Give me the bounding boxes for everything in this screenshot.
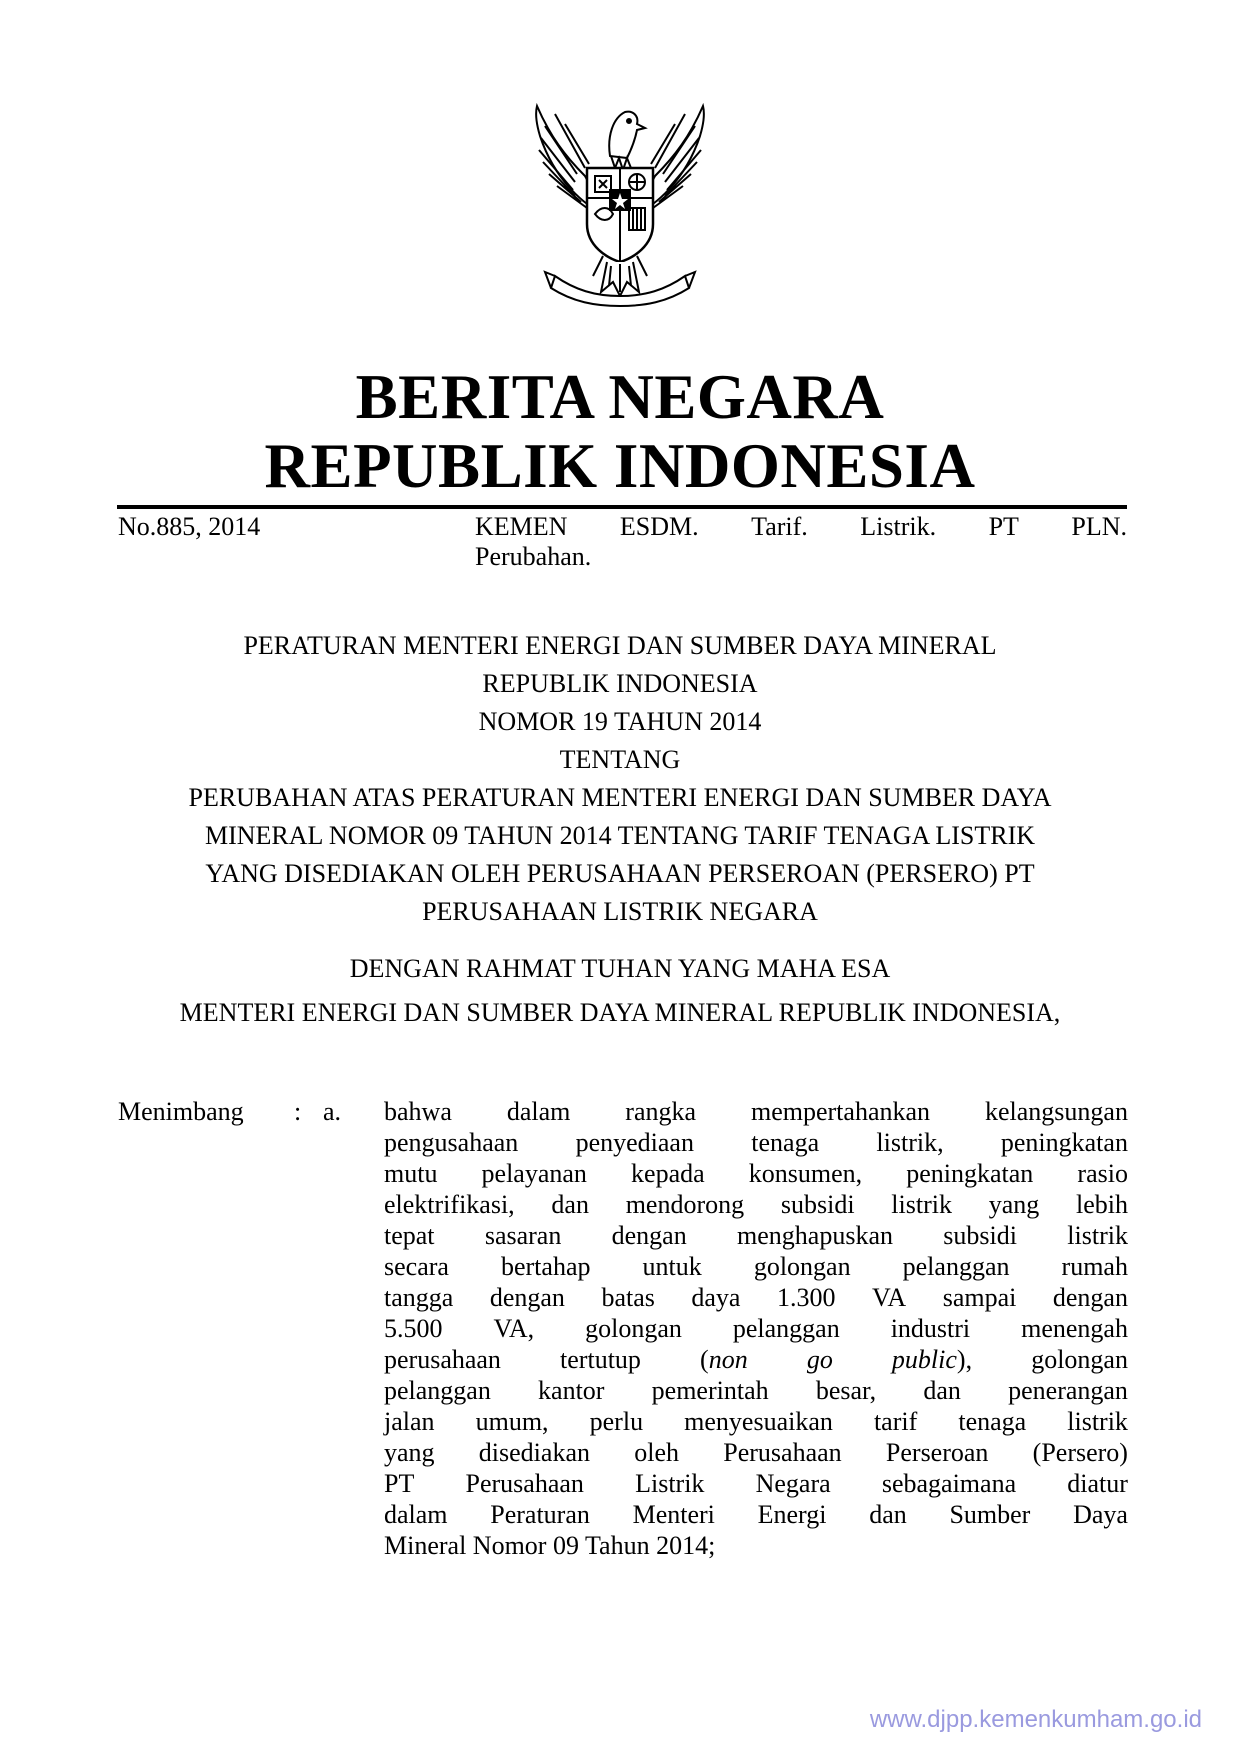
word: public), <box>891 1345 973 1374</box>
word: golongan <box>1031 1345 1128 1374</box>
regulation-line: PERUSAHAAN LISTRIK NEGARA <box>422 897 818 926</box>
word: batas <box>601 1283 655 1312</box>
footer-url: www.djpp.kemenkumham.go.id <box>869 1706 1202 1733</box>
minister-title: MENTERI ENERGI DAN SUMBER DAYA MINERAL REPUBLIK INDONESIA, <box>179 998 1061 1027</box>
paragraph-line <box>384 1468 1128 1499</box>
word: Perusahaan <box>465 1469 584 1498</box>
gazette-title-line2: REPUBLIK INDONESIA <box>264 431 976 501</box>
word: go <box>806 1345 833 1374</box>
word: perusahaan <box>384 1345 501 1374</box>
word: Daya <box>1073 1500 1128 1529</box>
word: dengan <box>1052 1283 1128 1312</box>
word: dan <box>551 1190 589 1219</box>
word: pelanggan <box>384 1376 491 1405</box>
word: (non <box>700 1345 748 1374</box>
word: 1.300 <box>776 1283 836 1312</box>
word: 5.500 <box>384 1314 443 1343</box>
word: perlu <box>589 1407 644 1436</box>
word: menengah <box>1021 1314 1128 1343</box>
gazette-number: No.885, 2014 <box>118 512 261 541</box>
word: mempertahankan <box>751 1097 931 1126</box>
word: (Persero) <box>1032 1438 1128 1467</box>
word: subsidi <box>780 1190 855 1219</box>
word: listrik <box>1067 1221 1128 1250</box>
word: tarif <box>873 1407 918 1436</box>
subject-word: KEMEN <box>475 512 568 541</box>
paragraph-line <box>384 1251 1128 1282</box>
word: sampai <box>942 1283 1017 1312</box>
word: konsumen, <box>748 1159 863 1188</box>
word: dan <box>869 1500 907 1529</box>
considering-item-text <box>384 1096 1128 1561</box>
garuda-emblem-icon <box>515 96 725 310</box>
regulation-line: NOMOR 19 TAHUN 2014 <box>478 707 762 736</box>
paragraph-line <box>384 1406 1128 1437</box>
word: sebagaimana <box>881 1469 1017 1498</box>
word: jalan <box>384 1407 435 1436</box>
regulation-heading <box>0 627 1240 931</box>
gazette-subject <box>475 512 1127 572</box>
word: pelayanan <box>481 1159 587 1188</box>
subject-line1 <box>475 512 1127 542</box>
paragraph-line <box>384 1127 1128 1158</box>
word: golongan <box>585 1314 682 1343</box>
word: pelanggan <box>902 1252 1010 1281</box>
subject-word: ESDM. <box>619 512 699 541</box>
word: industri <box>890 1314 971 1343</box>
word: lebih <box>1075 1190 1128 1219</box>
word: Listrik <box>635 1469 705 1498</box>
word: Perseroan <box>885 1438 989 1467</box>
word: bahwa <box>384 1097 452 1126</box>
paragraph-line <box>384 1375 1128 1406</box>
word: kepada <box>631 1159 705 1188</box>
subject-word: Tarif. <box>751 512 808 541</box>
word: pelanggan <box>732 1314 840 1343</box>
word: golongan <box>753 1252 851 1281</box>
word: untuk <box>642 1252 702 1281</box>
word: rangka <box>625 1097 697 1126</box>
word: VA, <box>493 1314 535 1343</box>
word: listrik <box>1067 1407 1128 1436</box>
word: tenaga <box>958 1407 1027 1436</box>
word: tenaga <box>751 1128 820 1157</box>
paragraph-line: Mineral Nomor 09 Tahun 2014; <box>384 1531 716 1560</box>
word: oleh <box>634 1438 679 1467</box>
word: rasio <box>1077 1159 1128 1188</box>
word: Peraturan <box>490 1500 590 1529</box>
paragraph-line <box>384 1499 1128 1530</box>
word: tepat <box>384 1221 435 1250</box>
word: umum, <box>475 1407 549 1436</box>
word: dalam <box>384 1500 448 1529</box>
paragraph-line <box>384 1282 1128 1313</box>
word: menghapuskan <box>737 1221 893 1250</box>
word: kelangsungan <box>984 1097 1128 1126</box>
gazette-title-line1: BERITA NEGARA <box>355 362 885 432</box>
word: kantor <box>538 1376 605 1405</box>
word: tangga <box>384 1283 454 1312</box>
header-divider <box>117 505 1127 509</box>
word: mutu <box>384 1159 438 1188</box>
word: yang <box>384 1438 435 1467</box>
word: disediakan <box>478 1438 590 1467</box>
paragraph-line <box>384 1189 1128 1220</box>
word: VA <box>872 1283 907 1312</box>
regulation-line: PERUBAHAN ATAS PERATURAN MENTERI ENERGI DAN SUMBER DAYA <box>188 783 1052 812</box>
word: pemerintah <box>651 1376 769 1405</box>
considering-label: Menimbang <box>118 1097 244 1126</box>
word: dengan <box>489 1283 565 1312</box>
word: peningkatan <box>906 1159 1034 1188</box>
word: pengusahaan <box>384 1128 519 1157</box>
considering-item-letter: a. <box>323 1097 342 1126</box>
subject-word: Listrik. <box>860 512 937 541</box>
word: dengan <box>611 1221 687 1250</box>
word: penerangan <box>1008 1376 1128 1405</box>
regulation-line: REPUBLIK INDONESIA <box>482 669 758 698</box>
word: secara <box>384 1252 449 1281</box>
word: daya <box>691 1283 741 1312</box>
paragraph-line <box>384 1158 1128 1189</box>
word: sasaran <box>484 1221 562 1250</box>
word: dalam <box>506 1097 571 1126</box>
considering-colon: : <box>294 1097 302 1126</box>
paragraph-line <box>384 1437 1128 1468</box>
word: bertahap <box>500 1252 591 1281</box>
paragraph-line <box>384 1344 1128 1375</box>
word: subsidi <box>943 1221 1017 1250</box>
regulation-line: PERATURAN MENTERI ENERGI DAN SUMBER DAYA MINERAL <box>243 631 997 660</box>
word: tertutup <box>560 1345 641 1374</box>
paragraph-line <box>384 1096 1128 1127</box>
word: mendorong <box>625 1190 745 1219</box>
paragraph-line <box>384 1313 1128 1344</box>
blessing: DENGAN RAHMAT TUHAN YANG MAHA ESA <box>349 954 891 983</box>
subject-word: PT <box>988 512 1019 541</box>
word: yang <box>988 1190 1040 1219</box>
word: elektrifikasi, <box>384 1190 515 1219</box>
word: Negara <box>755 1469 831 1498</box>
subject-line2: Perubahan. <box>475 542 592 571</box>
regulation-line: TENTANG <box>559 745 681 774</box>
subject-word: PLN. <box>1071 512 1127 541</box>
word: penyediaan <box>575 1128 694 1157</box>
word: listrik <box>891 1190 952 1219</box>
regulation-line: MINERAL NOMOR 09 TAHUN 2014 TENTANG TARIF TENAGA LISTRIK <box>204 821 1036 850</box>
word: Energi <box>757 1500 827 1529</box>
word: diatur <box>1067 1469 1128 1498</box>
word: peningkatan <box>1000 1128 1128 1157</box>
word: Perusahaan <box>723 1438 842 1467</box>
word: besar, <box>815 1376 877 1405</box>
paragraph-line <box>384 1220 1128 1251</box>
regulation-line: YANG DISEDIAKAN OLEH PERUSAHAAN PERSEROAN (PERSERO) PT <box>205 859 1035 888</box>
word: menyesuaikan <box>684 1407 833 1436</box>
word: Sumber <box>949 1500 1031 1529</box>
word: PT <box>384 1469 415 1498</box>
word: dan <box>923 1376 961 1405</box>
word: rumah <box>1061 1252 1128 1281</box>
word: listrik, <box>876 1128 944 1157</box>
word: Menteri <box>632 1500 715 1529</box>
